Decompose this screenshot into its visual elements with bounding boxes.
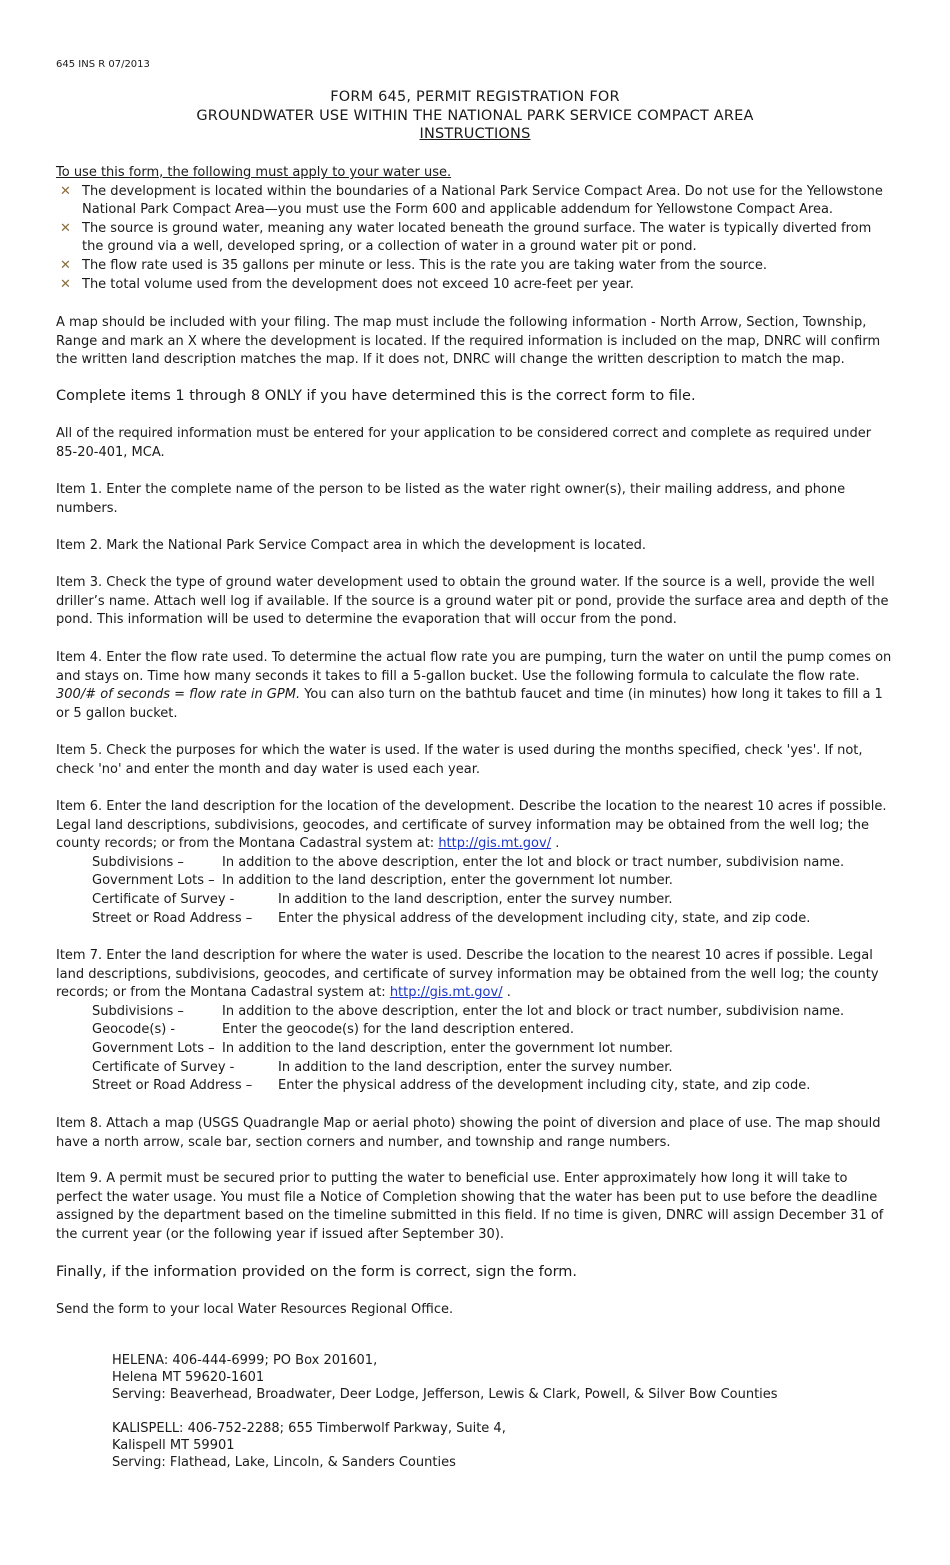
requirement-item: ✕ The development is located within the boundaries of a National Park Service Compact Area. Do not use for the Yellowstone National Park Compact Area—you must use the Form 600 and applicable addendum for Yellowstone Compact Area. [56,183,896,220]
title-instructions: INSTRUCTIONS [419,126,531,143]
detail-row: Certificate of Survey - In addition to the land description, enter the survey number. [92,1059,673,1075]
item-1: Item 1. Enter the complete name of the person to be listed as the water right owner(s), their mailing address, and phone numbers. [56,482,846,516]
requirements-heading: To use this form, the following must apply to your water use. [56,165,452,180]
item-2: Item 2. Mark the National Park Service Compact area in which the development is located. [56,538,647,553]
requirement-item: ✕ The source is ground water, meaning any water located beneath the ground surface. The water is typically diverted from the ground via a well, developed spring, or a collection of water in a ground water pit or pond. [56,220,896,257]
item-5: Item 5. Check the purposes for which the water is used. If the water is used during the months specified, check 'yes'. If not, check 'no' and enter the month and day water is used each year. [56,743,863,777]
office-helena: HELENA: 406-444-6999; PO Box 201601, Helena MT 59620-1601 Serving: Beaverhead, Broadwater, Deer Lodge, Jefferson, Lewis & Clark, Powell, & Silver Bow Counties [112,1353,778,1402]
detail-row: Government Lots – In addition to the land description, enter the government lot number. [92,1040,673,1056]
x-bullet-icon: ✕ [60,276,71,292]
required-info-paragraph: All of the required information must be entered for your application to be considered correct and complete as required under 85-20-401, MCA. [56,426,872,460]
x-bullet-icon: ✕ [60,220,71,236]
requirements-section [56,164,896,294]
item-6: Item 6. Enter the land description for the location of the development. Describe the location to the nearest 10 acres if possible. Legal land descriptions, subdivisions, geocodes, and certificate of survey information may be obtained from the well log; the county records; or from the Montana Cadastral system at: http://gis.mt.gov/ . Subdivisions – In addition to the above description, enter the lot and block or tract number, subdivision name. Government Lots – In addition to the land description, enter the government lot number. Certificate of Survey - In addition to the land description, enter the survey number. Street or Road Address – Enter the physical address of the development including city, state, and zip code. [56,798,896,928]
complete-items-note: Complete items 1 through 8 ONLY if you have determined this is the correct form to file. [56,388,696,404]
detail-row: Certificate of Survey - In addition to the land description, enter the survey number. [92,891,673,907]
item-4: Item 4. Enter the flow rate used. To determine the actual flow rate you are pumping, turn the water on until the pump comes on and stays on. Time how many seconds it takes to fill a 5-gallon bucket. Use the following formula to calculate the flow rate. 300/# of seconds = flow rate in GPM. You can also turn on the bathtub faucet and time (in minutes) how long it takes to fill a 1 or 5 gallon bucket. [56,650,892,721]
flow-rate-formula: 300/# of seconds = flow rate in GPM. [56,687,301,703]
x-bullet-icon: ✕ [60,257,71,273]
requirement-item: ✕ The flow rate used is 35 gallons per minute or less. This is the rate you are taking water from the source. [56,257,896,276]
map-paragraph: A map should be included with your filing. The map must include the following information - North Arrow, Section, Township, Range and mark an X where the development is located. If the required information is included on the map, DNRC will confirm the written land description matches the map. If it does not, DNRC will change the written description to match the map. [56,315,881,368]
page-title [0,88,950,144]
item-8: Item 8. Attach a map (USGS Quadrangle Map or aerial photo) showing the point of diversion and place of use. The map should have a north arrow, scale bar, section corners and number, and township and range numbers. [56,1116,881,1150]
detail-row: Subdivisions – In addition to the above description, enter the lot and block or tract number, subdivision name. [92,854,845,870]
item-3: Item 3. Check the type of ground water development used to obtain the ground water. If the source is a well, provide the well driller’s name. Attach well log if available. If the source is a ground water pit or pond, provide the surface area and depth of the pond. This information will be used to determine the evaporation that will occur from the pond. [56,575,889,628]
title-line-1: FORM 645, PERMIT REGISTRATION FOR [330,89,620,105]
item-9: Item 9. A permit must be secured prior to putting the water to beneficial use. Enter approximately how long it will take to perfect the water usage. You must file a Notice of Completion showing that the water has been put to use before the deadline assigned by the department based on the timeline submitted in this field. If no time is given, DNRC will assign December 31 of the current year (or the following year if issued after September 30). [56,1171,884,1242]
x-bullet-icon: ✕ [60,183,71,199]
title-line-2: GROUNDWATER USE WITHIN THE NATIONAL PARK SERVICE COMPACT AREA [196,107,754,124]
detail-row: Government Lots – In addition to the land description, enter the government lot number. [92,873,673,889]
requirement-item: ✕ The total volume used from the development does not exceed 10 acre-feet per year. [56,276,896,295]
finally-note: Finally, if the information provided on the form is correct, sign the form. [56,1264,578,1280]
detail-row: Street or Road Address – Enter the physical address of the development including city, state, and zip code. [92,910,811,926]
office-kalispell: KALISPELL: 406-752-2288; 655 Timberwolf Parkway, Suite 4, Kalispell MT 59901 Serving: Flathead, Lake, Lincoln, & Sanders Counties [112,1421,506,1470]
form-code: 645 INS R 07/2013 [56,59,150,70]
cadastral-link[interactable]: http://gis.mt.gov/ [389,985,503,1001]
cadastral-link[interactable]: http://gis.mt.gov/ [438,836,552,852]
detail-row: Street or Road Address – Enter the physical address of the development including city, state, and zip code. [92,1078,811,1094]
item-7: Item 7. Enter the land description for where the water is used. Describe the location to the nearest 10 acres if possible. Legal land descriptions, subdivisions, geocodes, and certificate of survey information may be obtained from the well log; the county records; or from the Montana Cadastral system at: http://gis.mt.gov/ . Subdivisions – In addition to the above description, enter the lot and block or tract number, subdivision name. Geocode(s) - Enter the geocode(s) for the land description entered. Government Lots – In addition to the land description, enter the government lot number. Certificate of Survey - In addition to the land description, enter the survey number. Street or Road Address – Enter the physical address of the development including city, state, and zip code. [56,947,896,1096]
detail-row: Subdivisions – In addition to the above description, enter the lot and block or tract number, subdivision name. [92,1003,845,1019]
send-note: Send the form to your local Water Resources Regional Office. [56,1302,454,1317]
detail-row: Geocode(s) - Enter the geocode(s) for the land description entered. [92,1022,574,1038]
